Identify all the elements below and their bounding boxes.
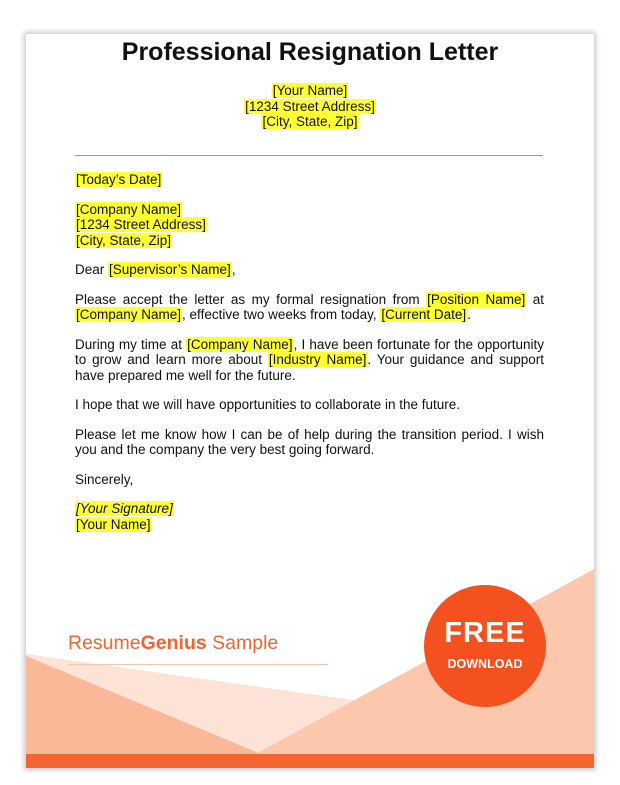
supervisor-name: [Supervisor’s Name] [109,262,231,277]
sender-name: [Your Name] [272,83,348,98]
sender-address: [1234 Street Address] [245,98,375,114]
para1-text-2: at [526,291,544,307]
brand-genius: Genius [140,632,207,654]
position-name: [Position Name] [427,291,526,307]
recipient-address: [1234 Street Address] [76,217,206,232]
page-title: Professional Resignation Letter [121,38,499,66]
salutation-prefix: Dear [75,262,109,277]
brand-resume: Resume [68,632,141,654]
recipient-city: [City, State, Zip] [76,232,172,248]
paragraph-transition: Please let me know how I can be of help during the transition period. I wish you and the company the very best going forward. [75,426,544,457]
para2-text-2: , I have been fortunate for the opportunity to grow and learn more about [75,336,545,367]
letter-body [75,172,544,546]
para2-text-3: . Your guidance and support have prepared me well for the future. [75,352,544,383]
closing: Sincerely, [75,471,134,487]
resumegenius-logo [68,632,278,655]
bottom-accent-bar [26,754,594,768]
salutation-suffix: , [231,262,236,277]
para1-text-3: , effective two weeks from today, [182,307,381,322]
signature-block [75,501,544,532]
date-block [75,172,544,188]
signature-name: [Your Name] [76,516,151,532]
badge-free-label: FREE [444,617,526,649]
sender-block [26,83,594,130]
current-date: [Current Date] [381,307,467,322]
company-name: [Company Name] [76,307,182,322]
recipient-block [75,202,544,249]
para2-text-1: During my time at [75,336,187,352]
paragraph-resignation [75,292,544,323]
para1-text-1: Please accept the letter as my formal resignation from [75,291,427,307]
company-name: [Company Name] [187,336,293,352]
brand-underline [68,664,328,665]
header-divider [75,155,543,156]
badge-download-label: DOWNLOAD [447,657,523,671]
letter-page [26,34,594,768]
recipient-company: [Company Name] [76,201,182,217]
salutation [75,262,544,278]
letter-date: [Today’s Date] [76,172,162,187]
paragraph-gratitude [75,337,544,384]
industry-name: [Industry Name] [268,352,367,367]
para1-text-4: . [467,307,471,322]
free-download-button[interactable] [424,585,546,707]
paragraph-collaborate: I hope that we will have opportunities to collaborate in the future. [75,397,460,412]
brand-sample: Sample [206,632,279,654]
sender-city: [City, State, Zip] [262,114,358,129]
signature: [Your Signature] [76,501,173,516]
